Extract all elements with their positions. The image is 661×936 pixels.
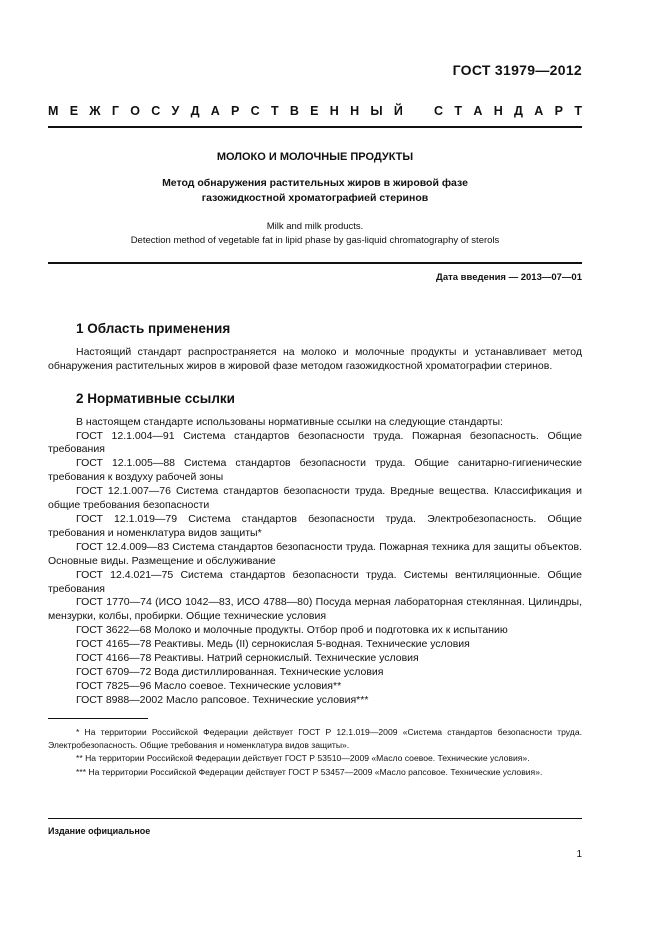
reference-item: ГОСТ 3622—68 Молоко и молочные продукты. Отбор проб и подготовка их к испытанию bbox=[76, 624, 508, 637]
reference-item: ГОСТ 8988—2002 Масло рапсовое. Технические условия*** bbox=[76, 693, 369, 706]
standard-word: С Т А Н Д А Р Т bbox=[434, 104, 582, 118]
section-paragraph: Настоящий стандарт распространяется на молоко и молочные продукты и устанавливает метод обнаружения растительных жиров в жировой фазе методом газожидкостной хроматографии стеринов. bbox=[48, 345, 582, 372]
introduction-date: Дата введения — 2013—07—01 bbox=[436, 272, 582, 283]
reference-item: ГОСТ 4165—78 Реактивы. Медь (II) сернокислая 5-водная. Технические условия bbox=[76, 638, 470, 651]
footnote: *** На территории Российской Федерации действует ГОСТ Р 53457—2009 «Масло рапсовое. Технические условия». bbox=[76, 766, 543, 777]
gost-number: ГОСТ 31979—2012 bbox=[452, 62, 582, 78]
references-list bbox=[48, 430, 582, 708]
section-heading: 2 Нормативные ссылки bbox=[76, 390, 235, 406]
reference-item: ГОСТ 12.1.019—79 Система стандартов безопасности труда. Электробезопасность. Общие требования и номенклатура видов защиты* bbox=[48, 512, 582, 539]
title-divider bbox=[48, 262, 582, 264]
reference-item: ГОСТ 12.4.009—83 Система стандартов безопасности труда. Пожарная техника для защиты объектов. Основные виды. Размещение и обслуживание bbox=[48, 540, 582, 567]
footnote: ** На территории Российской Федерации действует ГОСТ Р 53510—2009 «Масло соевое. Технические условия». bbox=[76, 753, 530, 764]
document-title: МОЛОКО И МОЛОЧНЫЕ ПРОДУКТЫ bbox=[216, 151, 414, 163]
page-number: 1 bbox=[576, 849, 582, 860]
reference-item: ГОСТ 12.4.021—75 Система стандартов безопасности труда. Системы вентиляционные. Общие требования bbox=[48, 568, 582, 595]
reference-item: ГОСТ 12.1.004—91 Система стандартов безопасности труда. Пожарная безопасность. Общие требования bbox=[48, 429, 582, 456]
document-body bbox=[48, 322, 582, 708]
section-heading: 1 Область применения bbox=[76, 321, 231, 336]
subtitle-line: Метод обнаружения растительных жиров в жировой фазе bbox=[162, 177, 468, 189]
bottom-divider bbox=[48, 818, 582, 819]
reference-item: ГОСТ 7825—96 Масло соевое. Технические условия** bbox=[76, 679, 342, 692]
interstate-standard-heading bbox=[48, 104, 582, 118]
interstate-word: М Е Ж Г О С У Д А Р С Т В Е Н Н Ы Й bbox=[48, 104, 403, 118]
reference-item: ГОСТ 12.1.007—76 Система стандартов безопасности труда. Вредные вещества. Классификация и общие требования безопасности bbox=[48, 485, 582, 512]
section-paragraph: В настоящем стандарте использованы нормативные ссылки на следующие стандарты: bbox=[76, 415, 503, 428]
subtitle-line: газожидкостной хроматографией стеринов bbox=[201, 192, 429, 204]
english-title-line: Detection method of vegetable fat in lipid phase by gas-liquid chromatography of sterols bbox=[130, 235, 500, 246]
english-title bbox=[48, 220, 582, 248]
official-edition-label: Издание официальное bbox=[48, 826, 151, 836]
footnote-divider bbox=[48, 718, 148, 719]
reference-item: ГОСТ 12.1.005—88 Система стандартов безопасности труда. Общие санитарно-гигиенические требования к воздуху рабочей зоны bbox=[48, 457, 582, 484]
footnote: * На территории Российской Федерации действует ГОСТ Р 12.1.019—2009 «Система стандартов безопасности труда. Электробезопасность. Общие требования и номенклатура видов защиты». bbox=[48, 727, 582, 750]
footnotes bbox=[48, 726, 582, 778]
english-title-line: Milk and milk products. bbox=[266, 221, 364, 232]
document-subtitle bbox=[48, 176, 582, 206]
top-divider bbox=[48, 126, 582, 128]
reference-item: ГОСТ 6709—72 Вода дистиллированная. Технические условия bbox=[76, 665, 384, 678]
reference-item: ГОСТ 4166—78 Реактивы. Натрий сернокислый. Технические условия bbox=[76, 652, 419, 665]
reference-item: ГОСТ 1770—74 (ИСО 1042—83, ИСО 4788—80) Посуда мерная лабораторная стеклянная. Цилиндры, мензурки, колбы, пробирки. Общие технические условия bbox=[48, 596, 582, 623]
